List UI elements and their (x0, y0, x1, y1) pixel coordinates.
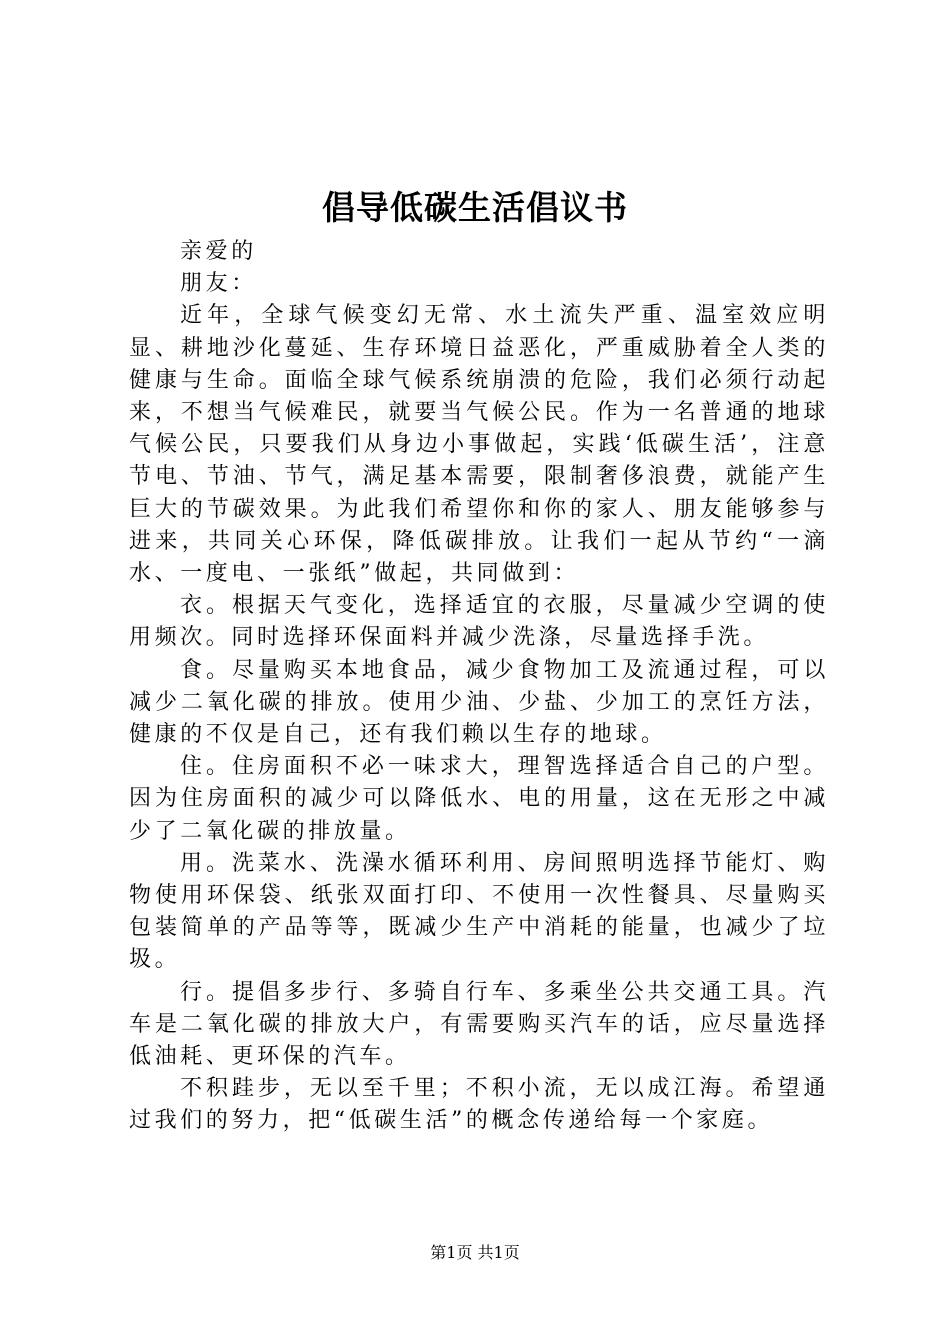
paragraph-clothing: 衣。根据天气变化，选择适宜的衣服，尽量减少空调的使用频次。同时选择环保面料并减少洗涤，尽量选择手洗。 (129, 593, 829, 651)
paragraph-travel: 行。提倡多步行、多骑自行车、多乘坐公共交通工具。汽车是二氧化碳的排放大户，有需要购买汽车的话，应尽量选择低油耗、更环保的汽车。 (129, 979, 829, 1070)
document-body (129, 236, 829, 1138)
paragraph-food: 食。尽量购买本地食品，减少食物加工及流通过程，可以减少二氧化碳的排放。使用少油、少盐、少加工的烹饪方法，健康的不仅是自己，还有我们赖以生存的地球。 (129, 657, 829, 748)
paragraph-housing: 住。住房面积不必一味求大，理智选择适合自己的户型。因为住房面积的减少可以降低水、电的用量，这在无形之中减少了二氧化碳的排放量。 (129, 754, 829, 844)
salutation-line-1: 亲爱的 (180, 239, 257, 264)
paragraph-intro: 近年，全球气候变幻无常、水土流失严重、温室效应明显、耕地沙化蔓延、生存环境日益恶化，严重威胁着全人类的健康与生命。面临全球气候系统崩溃的危险，我们必须行动起来，不想当气候难民，就要当气候公民。作为一名普通的地球气候公民，只要我们从身边小事做起，实践‘低碳生活’，注意节电、节油、节气，满足基本需要，限制奢侈浪费，就能产生巨大的节碳效果。为此我们希望你和你的家人、朋友能够参与进来，共同关心环保，降低碳排放。让我们一起从节约“一滴水、一度电、一张纸”做起，共同做到： (129, 303, 829, 587)
paragraph-closing: 不积跬步，无以至千里；不积小流，无以成江海。希望通过我们的努力，把“低碳生活”的概念传递给每一个家庭。 (129, 1076, 829, 1134)
salutation-line-2: 朋友： (180, 271, 257, 297)
paragraph-usage: 用。洗菜水、洗澡水循环利用、房间照明选择节能灯、购物使用环保袋、纸张双面打印、不使用一次性餐具、尽量购买包装简单的产品等等，既减少生产中消耗的能量，也减少了垃圾。 (129, 850, 829, 973)
document-title: 倡导低碳生活倡议书 (322, 188, 628, 227)
page-footer: 第1页 共1页 (430, 1243, 520, 1262)
